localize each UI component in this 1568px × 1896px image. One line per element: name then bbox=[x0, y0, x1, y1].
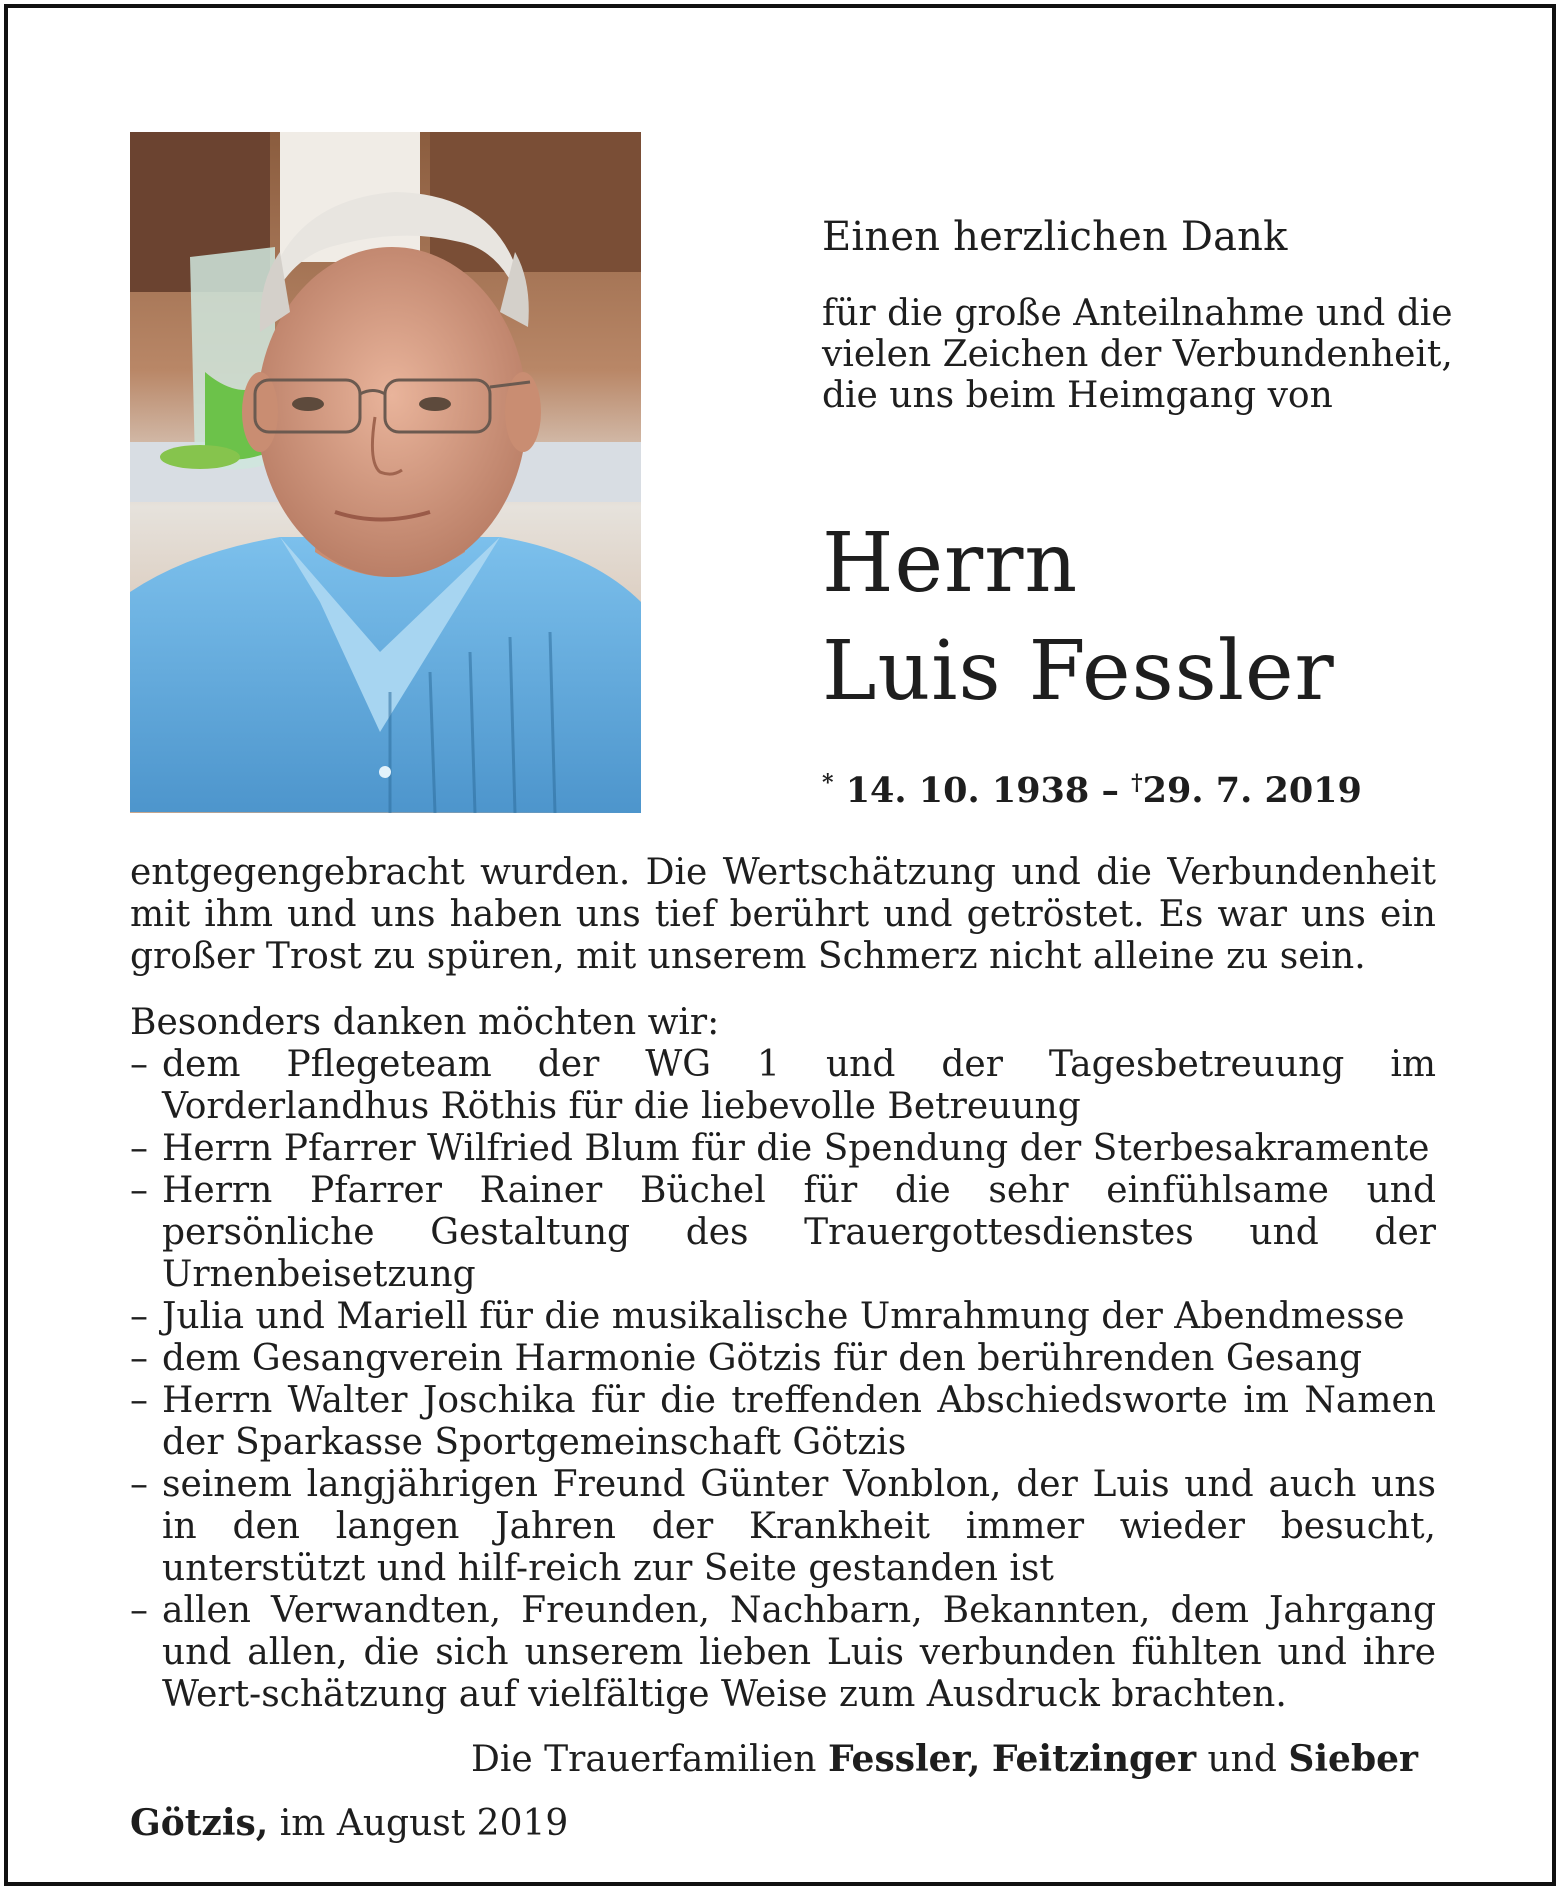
deceased-name-block bbox=[822, 510, 1335, 726]
place-date-line bbox=[130, 1802, 568, 1844]
body-text bbox=[130, 852, 1436, 1716]
list-item: – Herrn Pfarrer Rainer Büchel für die sehr einfühlsame und persönliche Gestaltung des Trauergottesdienstes und der Urnenbeisetzung bbox=[130, 1170, 1436, 1296]
birth-date: 14. 10. 1938 bbox=[845, 770, 1090, 811]
family-name-3: Sieber bbox=[1288, 1738, 1418, 1780]
death-date: 29. 7. 2019 bbox=[1142, 770, 1362, 811]
list-item: – Herrn Pfarrer Wilfried Blum für die Spendung der Sterbesakramente bbox=[130, 1128, 1436, 1170]
list-item: – Herrn Walter Joschika für die treffenden Abschiedsworte im Namen der Sparkasse Sportgemeinschaft Götzis bbox=[130, 1380, 1436, 1464]
family-name-2: Feitzinger bbox=[991, 1738, 1197, 1780]
family-name-1: Fessler, bbox=[827, 1738, 981, 1780]
signature-prefix: Die Trauerfamilien bbox=[471, 1739, 817, 1780]
thanks-title: Einen herzlichen Dank bbox=[822, 214, 1288, 260]
list-item: – seinem langjährigen Freund Günter Vonblon, der Luis und auch uns in den langen Jahren der Krankheit immer wieder besucht, unterstützt und hilf-reich zur Seite gestanden ist bbox=[130, 1464, 1436, 1590]
signature-connector: und bbox=[1207, 1739, 1277, 1780]
deceased-name: Luis Fessler bbox=[822, 624, 1335, 719]
thanks-list bbox=[130, 1044, 1436, 1716]
thanks-intro: Besonders danken möchten wir: bbox=[130, 1002, 720, 1043]
life-dates bbox=[822, 770, 1362, 811]
place-name: Götzis, bbox=[130, 1802, 269, 1844]
intro-text: für die große Anteilnahme und die vielen Zeichen der Verbundenheit, die uns beim Heimgang von bbox=[822, 293, 1453, 416]
list-item: – Julia und Mariell für die musikalische Umrahmung der Abendmesse bbox=[130, 1296, 1436, 1338]
signature-line bbox=[471, 1738, 1418, 1780]
list-item: – dem Gesangverein Harmonie Götzis für den berührenden Gesang bbox=[130, 1338, 1436, 1380]
list-item: – allen Verwandten, Freunden, Nachbarn, Bekannten, dem Jahrgang und allen, die sich unserem lieben Luis verbunden fühlten und ihre Wert-schätzung auf vielfältige Weise zum Ausdruck brachten. bbox=[130, 1590, 1436, 1716]
date-separator: – bbox=[1101, 770, 1119, 811]
notice-date: im August 2019 bbox=[279, 1803, 569, 1844]
salutation: Herrn bbox=[822, 516, 1079, 611]
header-block bbox=[822, 215, 1462, 416]
death-symbol: † bbox=[1131, 770, 1143, 796]
portrait-photo bbox=[130, 132, 641, 813]
birth-symbol: * bbox=[822, 770, 834, 796]
list-item: – dem Pflegeteam der WG 1 und der Tagesbetreuung im Vorderlandhus Röthis für die liebevolle Betreuung bbox=[130, 1044, 1436, 1128]
body-paragraph: entgegengebracht wurden. Die Wertschätzung und die Verbundenheit mit ihm und uns haben uns tief berührt und getröstet. Es war uns ein großer Trost zu spüren, mit unserem Schmerz nicht alleine zu sein. bbox=[130, 852, 1436, 977]
